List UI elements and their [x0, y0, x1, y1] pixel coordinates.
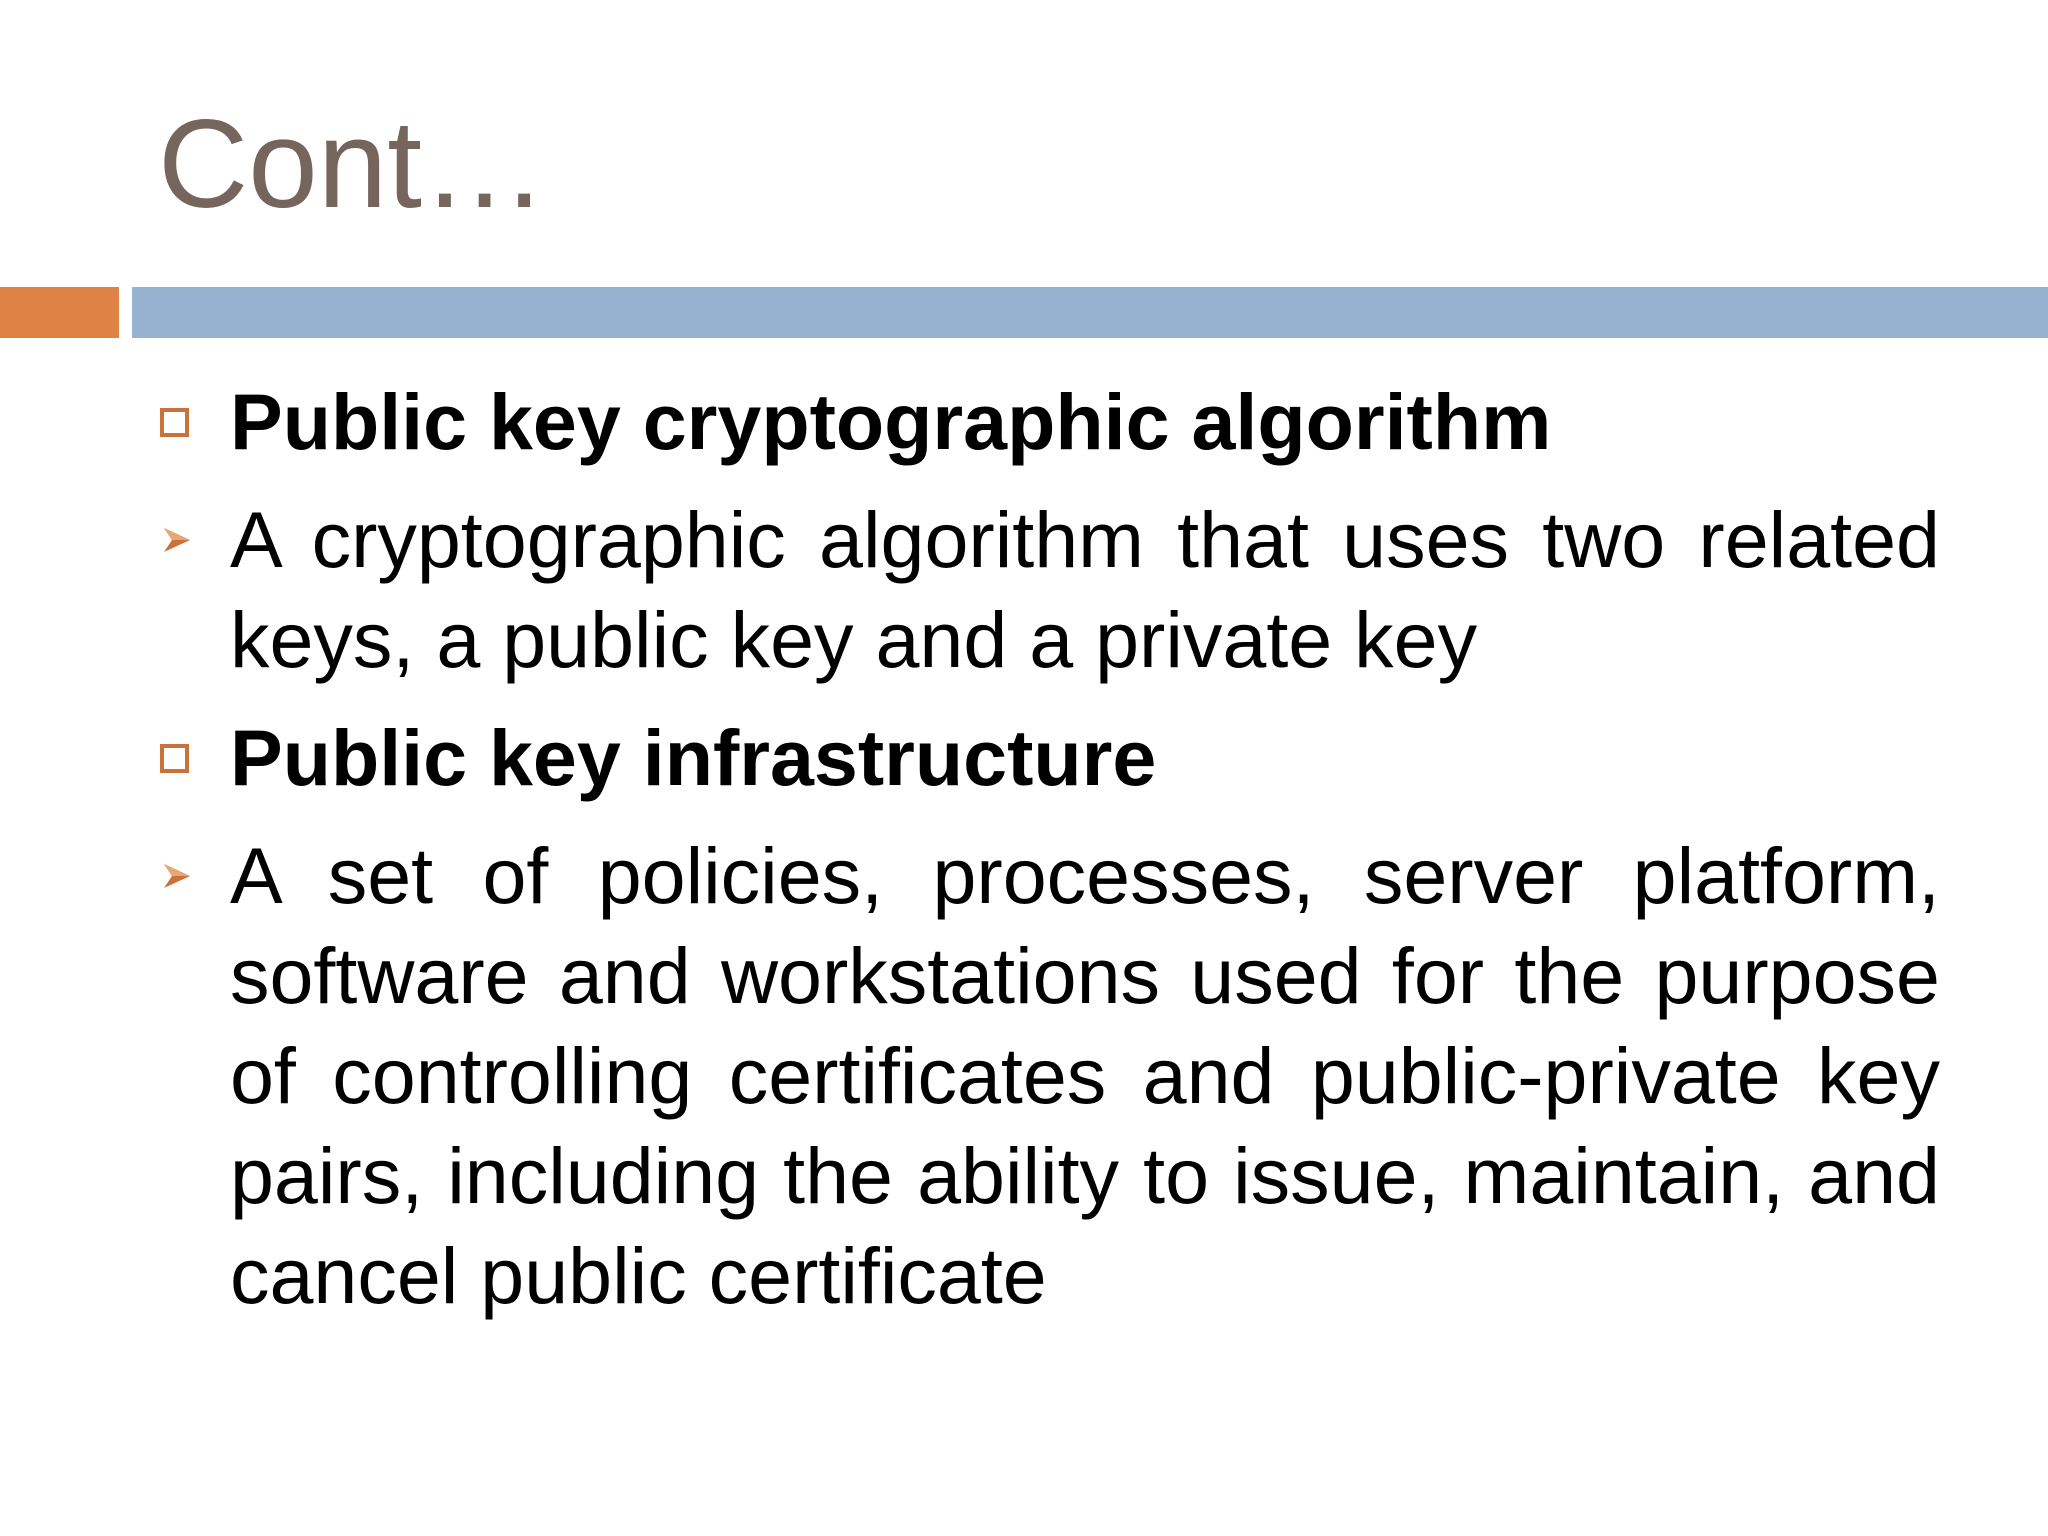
heading-text: Public key infrastructure [230, 713, 1157, 802]
heading-text: Public key cryptographic algorithm [230, 377, 1552, 466]
bullet-body-public-key-algorithm [230, 490, 1940, 690]
square-bullet-icon [160, 408, 189, 437]
bullet-heading-public-key-algorithm [230, 372, 1940, 472]
arrow-bullet-icon [160, 860, 192, 892]
bullet-heading-public-key-infrastructure [230, 708, 1940, 808]
square-bullet-icon [160, 744, 189, 773]
arrow-bullet-icon [160, 524, 192, 556]
body-text: A cryptographic algorithm that uses two related keys, a public key and a private key [230, 495, 1940, 684]
body-text: A set of policies, processes, server platform, software and workstations used for the purpose of controlling certificates and public-private key pairs, including the ability to issue, maintain, and cancel public certificate [230, 831, 1940, 1320]
title-underline-accent-orange [0, 287, 119, 338]
slide-title: Cont… [158, 95, 548, 234]
bullet-body-public-key-infrastructure [230, 826, 1940, 1326]
title-underline-accent-blue [132, 287, 2048, 338]
